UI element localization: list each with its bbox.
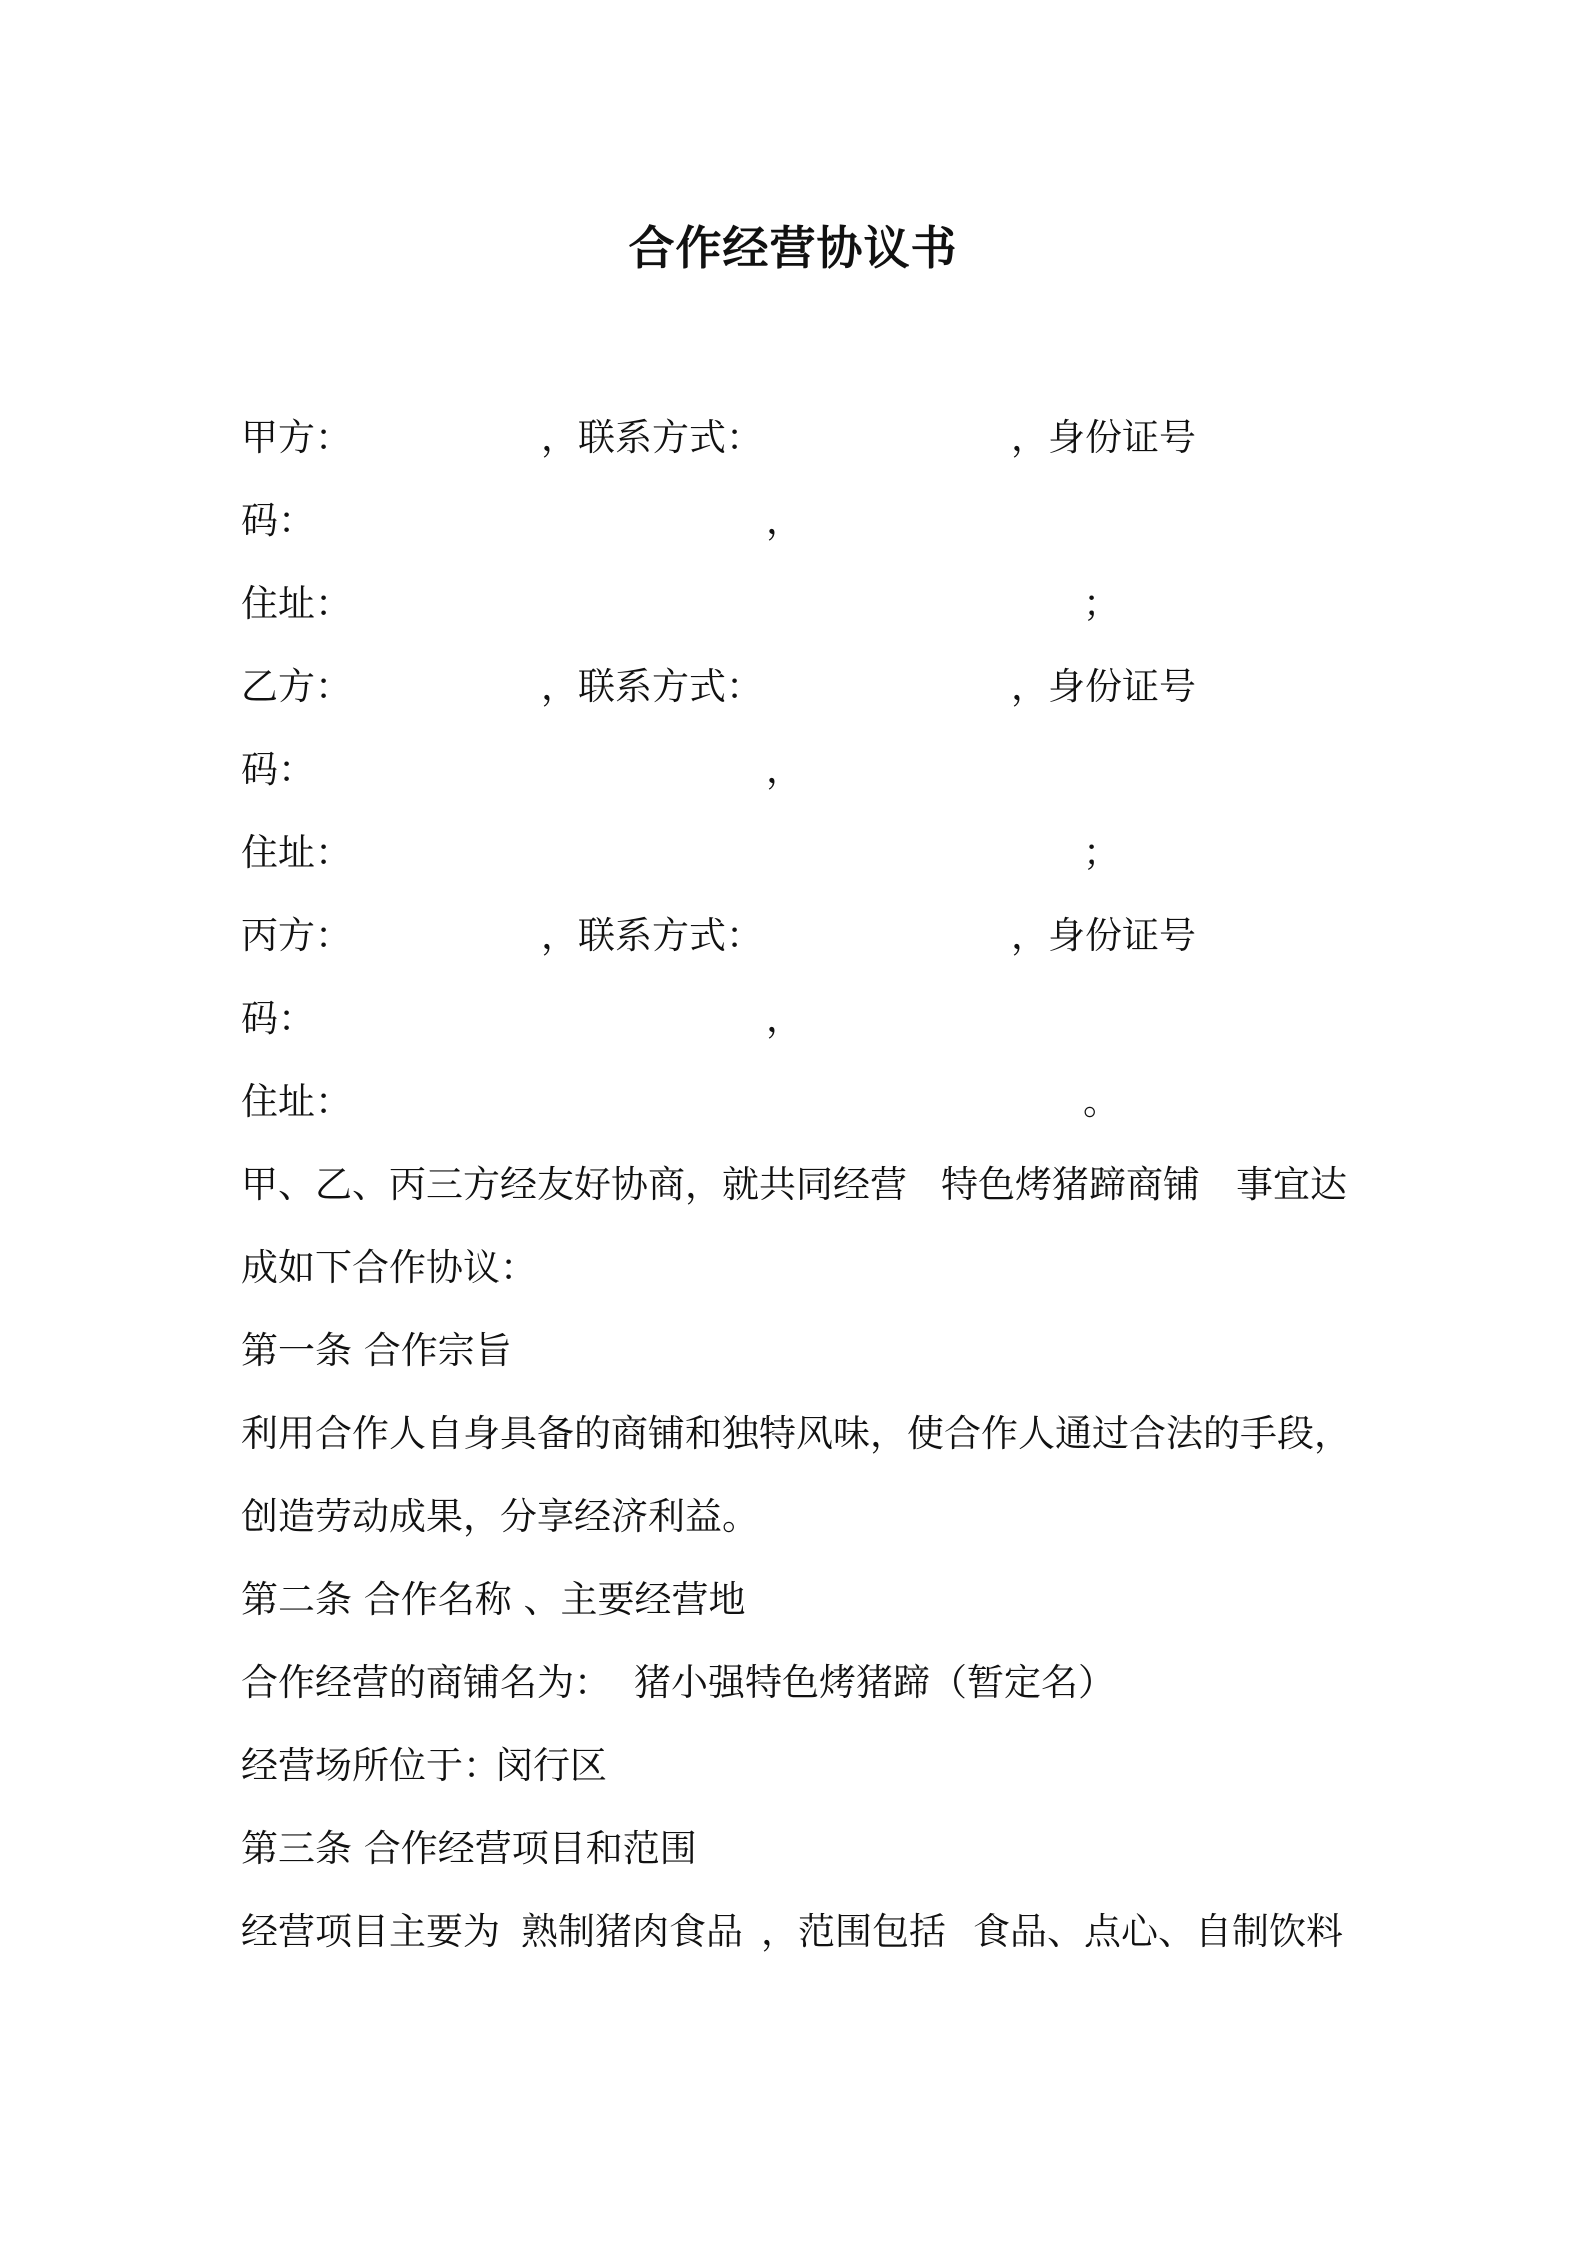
party-b-address-label: 住址： bbox=[241, 831, 352, 874]
party-a-id-label: ，身份证号 bbox=[1011, 416, 1196, 459]
article2-heading: 第二条 合作名称 、主要经营地 bbox=[241, 1578, 746, 1621]
intro-text-part2: 事宜达 bbox=[1236, 1163, 1347, 1206]
party-b-id-label: ，身份证号 bbox=[1011, 665, 1196, 708]
party-c-address-label: 住址： bbox=[241, 1080, 352, 1123]
article2-location-value: 闵行区 bbox=[496, 1744, 607, 1787]
intro-subject: 特色烤猪蹄商铺 bbox=[941, 1163, 1200, 1206]
article3-items-value: 熟制猪肉食品 bbox=[521, 1910, 743, 1953]
party-a-name-label: 甲方： bbox=[241, 416, 352, 459]
party-c-id-label: ，身份证号 bbox=[1011, 914, 1196, 957]
party-a-address-label: 住址： bbox=[241, 582, 352, 625]
article3-scope-value: 食品、点心、自制饮料 bbox=[973, 1910, 1343, 1953]
document-title: 合作经营协议书 bbox=[628, 221, 958, 275]
party-a-contact-label: ，联系方式： bbox=[541, 416, 763, 459]
article2-location-label: 经营场所位于： bbox=[241, 1744, 500, 1787]
article1-body-line-2: 创造劳动成果，分享经济利益。 bbox=[241, 1495, 759, 1538]
article3-heading: 第三条 合作经营项目和范围 bbox=[241, 1827, 697, 1870]
party-a-id-end-mark: ， bbox=[766, 499, 803, 542]
party-b-id-end-mark: ， bbox=[766, 748, 803, 791]
party-c-id-label-end: 码： bbox=[241, 997, 315, 1040]
party-c-contact-label: ，联系方式： bbox=[541, 914, 763, 957]
party-c-name-label: 丙方： bbox=[241, 914, 352, 957]
party-b-contact-label: ，联系方式： bbox=[541, 665, 763, 708]
article1-body-line-1: 利用合作人自身具备的商铺和独特风味，使合作人通过合法的手段， bbox=[241, 1412, 1351, 1455]
article2-shop-name: 猪小强特色烤猪蹄（暂定名） bbox=[634, 1661, 1115, 1704]
article3-scope-label: ，范围包括 bbox=[761, 1910, 946, 1953]
party-b-name-label: 乙方： bbox=[241, 665, 352, 708]
article2-shop-label: 合作经营的商铺名为： bbox=[241, 1661, 611, 1704]
party-c-address-end-mark: 。 bbox=[1083, 1080, 1120, 1123]
intro-text-part3: 成如下合作协议： bbox=[241, 1246, 537, 1289]
party-b-address-end-mark: ； bbox=[1083, 831, 1120, 874]
party-b-id-label-end: 码： bbox=[241, 748, 315, 791]
party-a-id-label-end: 码： bbox=[241, 499, 315, 542]
intro-text-part1: 甲、乙、丙三方经友好协商，就共同经营 bbox=[241, 1163, 907, 1206]
article1-heading: 第一条 合作宗旨 bbox=[241, 1329, 512, 1372]
party-c-id-end-mark: ， bbox=[766, 997, 803, 1040]
party-a-address-end-mark: ； bbox=[1083, 582, 1120, 625]
article3-items-label: 经营项目主要为 bbox=[241, 1910, 500, 1953]
